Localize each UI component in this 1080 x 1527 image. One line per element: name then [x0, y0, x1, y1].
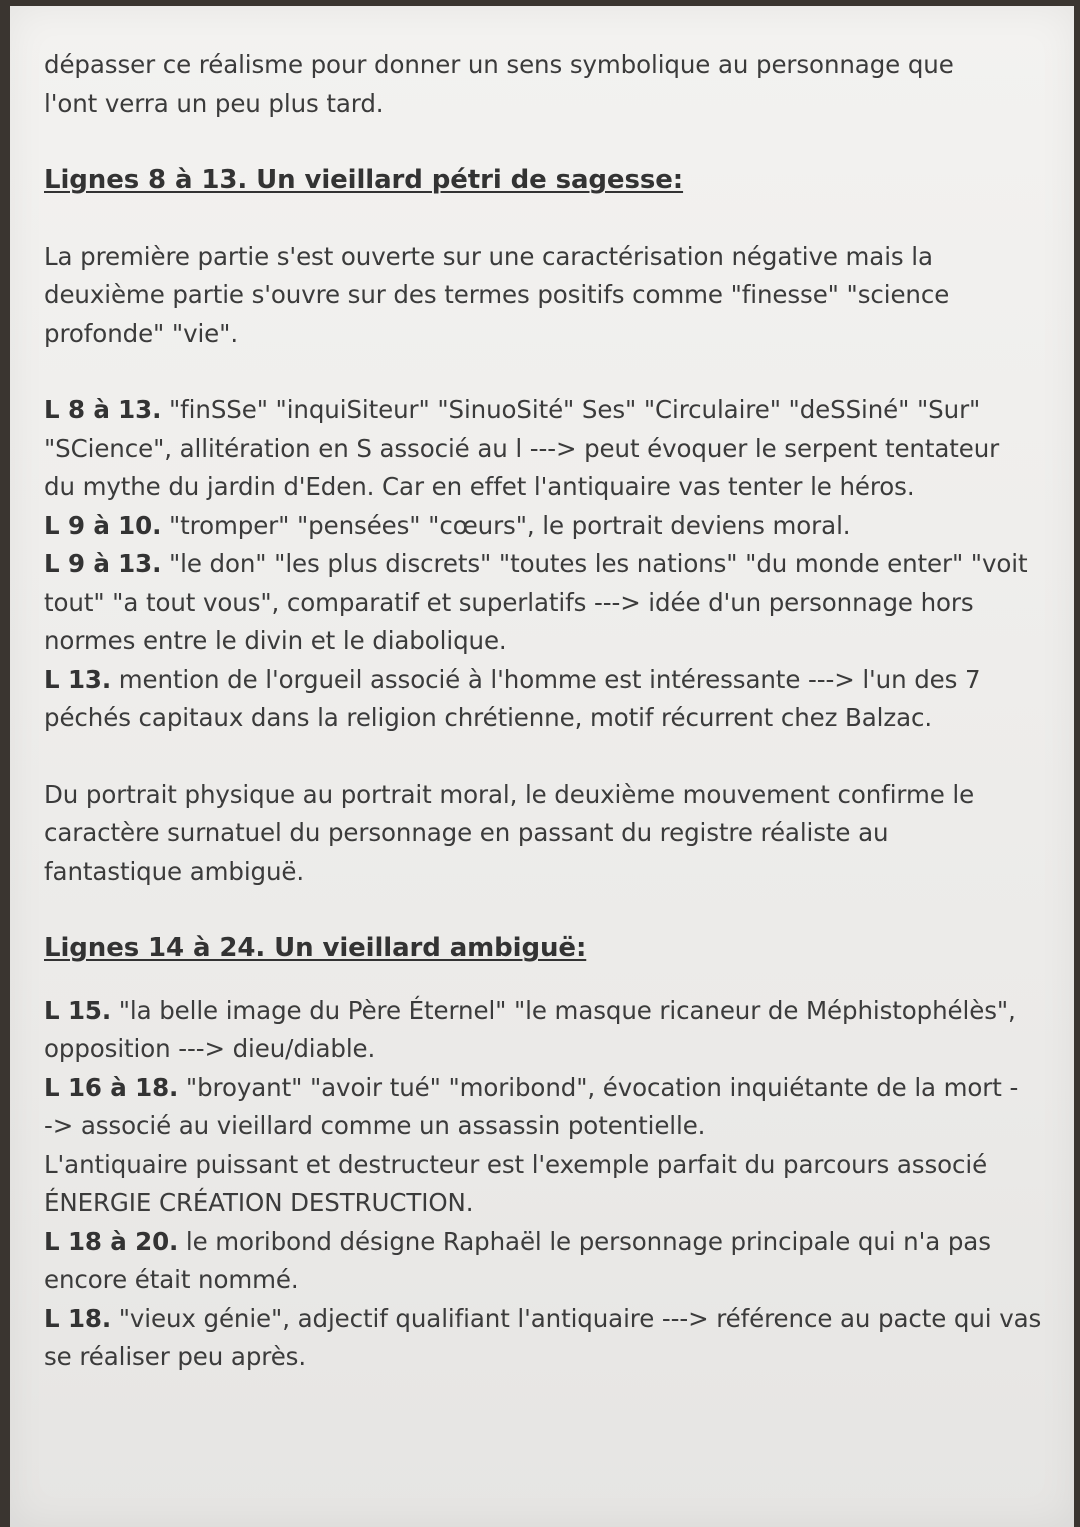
section-heading: Lignes 8 à 13. Un vieillard pétri de sagesse:	[44, 165, 684, 195]
note-line: tout" "a tout vous", comparatif et superlatifs ---> idée d'un personnage hors	[44, 587, 974, 617]
paragraph-line: deuxième partie s'ouvre sur des termes positifs comme "finesse" "science	[44, 280, 950, 309]
note-text: "le don" "les plus discrets" "toutes les nations" "du monde enter" "voit	[161, 549, 1028, 578]
intro-line: l'ont verra un peu plus tard.	[44, 88, 384, 118]
paragraph-line: La première partie s'est ouverte sur une caractérisation négative mais la	[44, 241, 933, 271]
note-line: du mythe du jardin d'Eden. Car en effet l'antiquaire vas tenter le héros.	[44, 472, 915, 501]
note-line: ÉNERGIE CRÉATION DESTRUCTION.	[44, 1188, 474, 1217]
intro-line: dépasser ce réalisme pour donner un sens symbolique au personnage que	[44, 50, 954, 79]
line-reference: L 15.	[44, 995, 112, 1025]
note-line	[44, 1223, 1044, 1262]
paper-sheet	[10, 6, 1074, 1527]
conclusion-line: Du portrait physique au portrait moral, le deuxième mouvement confirme le	[44, 779, 975, 809]
note-text: "vieux génie", adjectif qualifiant l'antiquaire ---> référence au pacte qui vas	[111, 1303, 1042, 1333]
note-line: encore était nommé.	[44, 1265, 299, 1294]
note-line	[44, 507, 1044, 546]
note-line	[44, 1069, 1044, 1108]
line-reference: L 16 à 18.	[44, 1072, 179, 1102]
note-text: mention de l'orgueil associé à l'homme est intéressante ---> l'un des 7	[111, 664, 981, 694]
note-line: normes entre le divin et le diabolique.	[44, 626, 507, 655]
line-reference: L 9 à 13.	[44, 549, 162, 578]
note-text: "la belle image du Père Éternel" "le masque ricaneur de Méphistophélès",	[111, 995, 1016, 1025]
line-reference: L 13.	[44, 664, 112, 694]
section-heading: Lignes 14 à 24. Un vieillard ambiguë:	[44, 933, 587, 963]
note-text: "tromper" "pensées" "cœurs", le portrait deviens moral.	[161, 510, 851, 540]
line-reference: L 8 à 13.	[44, 395, 162, 424]
note-line: -> associé au vieillard comme un assassin potentielle.	[44, 1111, 706, 1140]
document-body	[44, 46, 1044, 1377]
note-line: péchés capitaux dans la religion chrétienne, motif récurrent chez Balzac.	[44, 703, 933, 732]
note-line	[44, 545, 1044, 584]
note-line: opposition ---> dieu/diable.	[44, 1034, 376, 1063]
note-text: "broyant" "avoir tué" "moribond", évocation inquiétante de la mort -	[178, 1072, 1019, 1102]
note-line	[44, 1300, 1044, 1339]
note-line	[44, 661, 1044, 700]
note-line: "SCience", allitération en S associé au l ---> peut évoquer le serpent tentateur	[44, 433, 1000, 463]
paragraph-line: profonde" "vie".	[44, 318, 239, 348]
note-text: "finSSe" "inquiSiteur" "SinuoSité" Ses" "Circulaire" "deSSiné" "Sur"	[161, 395, 981, 424]
conclusion-line: caractère surnatuel du personnage en passant du registre réaliste au	[44, 818, 889, 847]
line-reference: L 18 à 20.	[44, 1226, 179, 1256]
note-text: le moribond désigne Raphaël le personnage principale qui n'a pas	[178, 1226, 991, 1256]
note-line	[44, 992, 1044, 1031]
note-line: L'antiquaire puissant et destructeur est l'exemple parfait du parcours associé	[44, 1149, 988, 1179]
note-line	[44, 391, 1044, 430]
line-reference: L 9 à 10.	[44, 510, 162, 540]
note-line: se réaliser peu après.	[44, 1342, 307, 1371]
conclusion-line: fantastique ambiguë.	[44, 856, 305, 886]
line-reference: L 18.	[44, 1303, 112, 1333]
